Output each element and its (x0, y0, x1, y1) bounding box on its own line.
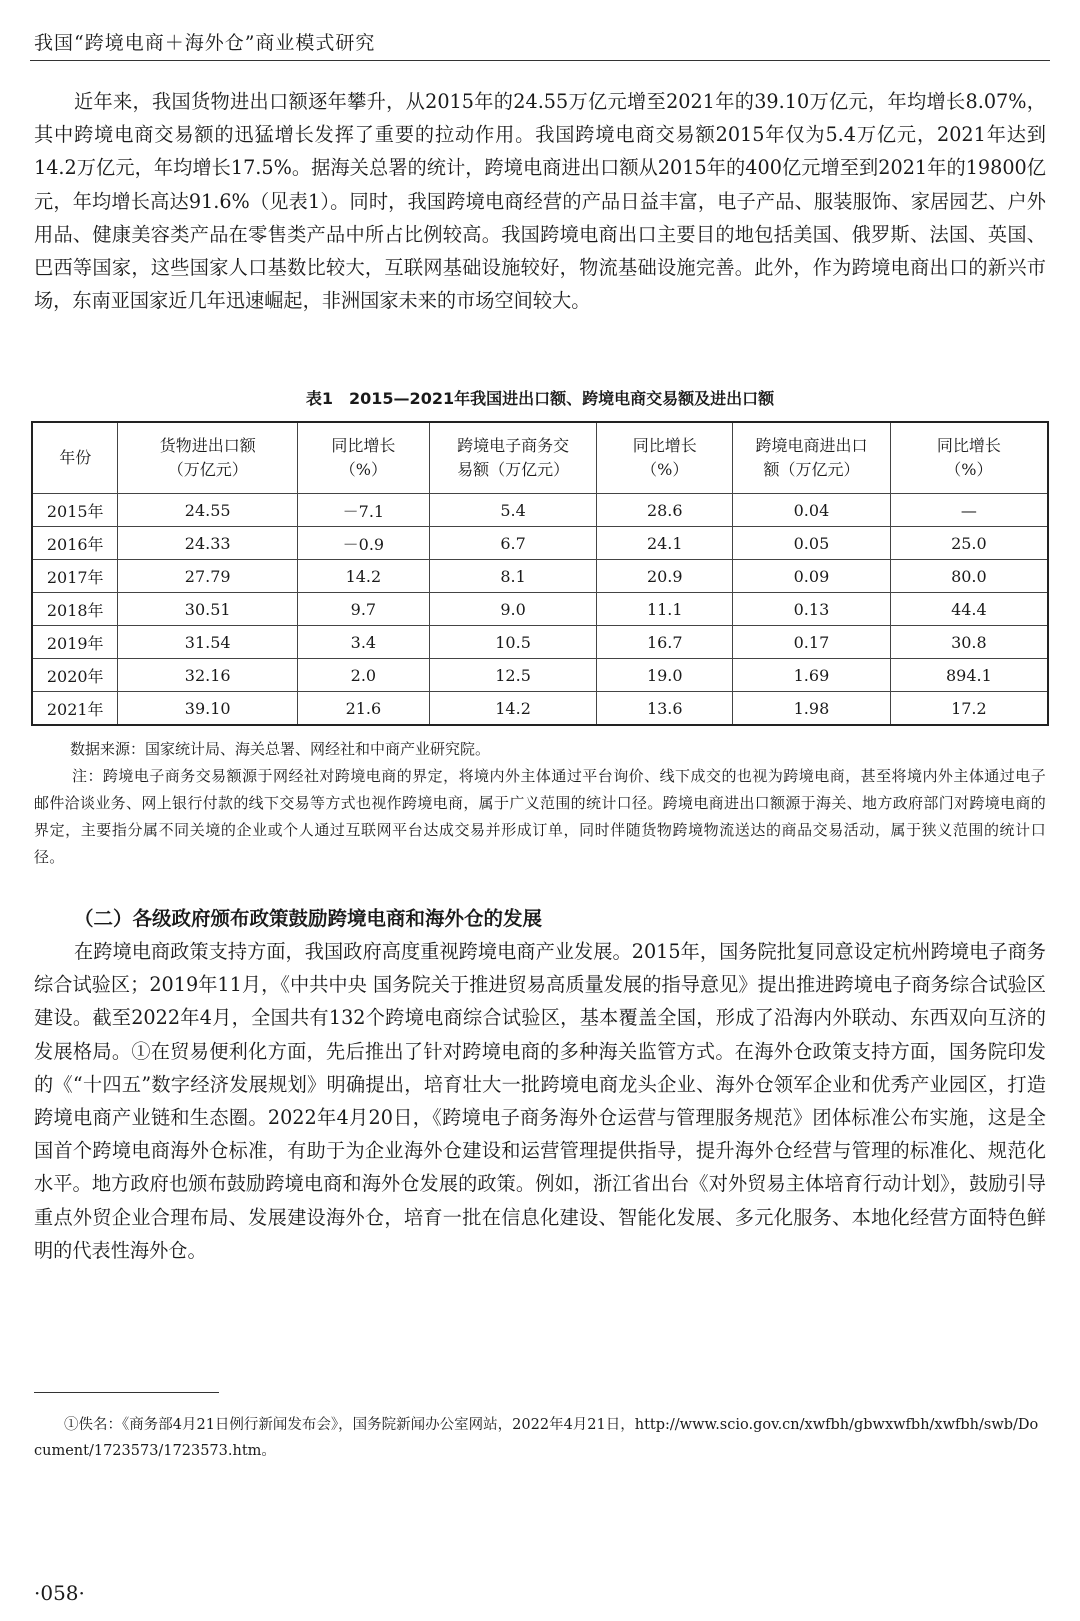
table-cell: 11.1 (597, 593, 733, 626)
table-cell: 32.16 (118, 659, 298, 692)
table-cell: 12.5 (429, 659, 597, 692)
table-cell: 16.7 (597, 626, 733, 659)
table-cell: — (890, 494, 1048, 527)
table-cell: 14.2 (298, 560, 430, 593)
table-source: 数据来源：国家统计局、海关总署、网经社和中商产业研究院。 (70, 740, 491, 758)
table-cell: 19.0 (597, 659, 733, 692)
table-cell: 2.0 (298, 659, 430, 692)
table-header-line: （%） (641, 460, 689, 479)
table-cell: 2018年 (32, 593, 118, 626)
table-cell: 0.09 (733, 560, 891, 593)
table-cell: 5.4 (429, 494, 597, 527)
table-header-cell (429, 422, 597, 494)
table-row (32, 494, 1048, 527)
table-cell: 0.17 (733, 626, 891, 659)
table-cell: 17.2 (890, 692, 1048, 726)
table-header-line: 跨境电子商务交 (457, 436, 570, 455)
table-row (32, 626, 1048, 659)
table-cell: 9.0 (429, 593, 597, 626)
table-header-cell (298, 422, 430, 494)
table-cell: 30.51 (118, 593, 298, 626)
table-body (32, 494, 1048, 726)
table-header-line: 易额（万亿元） (457, 460, 570, 479)
table-cell: 24.55 (118, 494, 298, 527)
table-row (32, 593, 1048, 626)
table-header-cell (597, 422, 733, 494)
body-paragraph-1: 近年来，我国货物进出口额逐年攀升，从2015年的24.55万亿元增至2021年的39.10万亿元，年均增长8.07%，其中跨境电商交易额的迅猛增长发挥了重要的拉动作用。我国跨境电商交易额2015年仅为5.4万亿元，2021年达到14.2万亿元，年均增长17.5%。据海关总署的统计，跨境电商进出口额从2015年的400亿元增至到2021年的19800亿元，年均增长高达91.6%（见表1）。同时，我国跨境电商经营的产品日益丰富，电子产品、服装服饰、家居园艺、户外用品、健康美容类产品在零售类产品中所占比例较高。我国跨境电商出口主要目的地包括美国、俄罗斯、法国、英国、巴西等国家，这些国家人口基数比较大，互联网基础设施较好，物流基础设施完善。此外，作为跨境电商出口的新兴市场，东南亚国家近几年迅速崛起，非洲国家未来的市场空间较大。 (34, 90, 1046, 313)
table-cell: 1.69 (733, 659, 891, 692)
table-header-line: （万亿元） (167, 460, 248, 479)
header-rule (30, 60, 1050, 61)
footnote-rule (34, 1392, 219, 1393)
table-row (32, 527, 1048, 560)
table-header-line: （%） (945, 460, 993, 479)
table-cell: 10.5 (429, 626, 597, 659)
table-cell: 31.54 (118, 626, 298, 659)
table-header-line: （%） (339, 460, 387, 479)
table-cell: 2016年 (32, 527, 118, 560)
table-header-cell (890, 422, 1048, 494)
table-cell: 0.13 (733, 593, 891, 626)
table-header-line: 额（万亿元） (763, 460, 860, 479)
table-cell: 24.1 (597, 527, 733, 560)
table-cell: 39.10 (118, 692, 298, 726)
table-cell: 3.4 (298, 626, 430, 659)
table-cell: 28.6 (597, 494, 733, 527)
table-cell: 1.98 (733, 692, 891, 726)
table-cell: 13.6 (597, 692, 733, 726)
table-header-cell (733, 422, 891, 494)
table-cell: 2021年 (32, 692, 118, 726)
table-row (32, 692, 1048, 726)
table-cell: 2020年 (32, 659, 118, 692)
table-cell: 8.1 (429, 560, 597, 593)
table-cell: 0.04 (733, 494, 891, 527)
table-cell: 80.0 (890, 560, 1048, 593)
table-header-row (32, 422, 1048, 494)
table-header-cell (32, 422, 118, 494)
table-cell: 0.05 (733, 527, 891, 560)
table-cell: 14.2 (429, 692, 597, 726)
table-cell: 9.7 (298, 593, 430, 626)
running-head: 我国“跨境电商＋海外仓”商业模式研究 (34, 32, 376, 54)
section-heading: （二）各级政府颁布政策鼓励跨境电商和海外仓的发展 (74, 907, 543, 930)
table-note: 注：跨境电子商务交易额源于网经社对跨境电商的界定，将境内外主体通过平台询价、线下成交的也视为跨境电商，甚至将境内外主体通过电子邮件洽谈业务、网上银行付款的线下交易等方式也视作跨境电商，属于广义范围的统计口径。跨境电商进出口额源于海关、地方政府部门对跨境电商的界定，主要指分属不同关境的企业或个人通过互联网平台达成交易并形成订单，同时伴随货物跨境物流送达的商品交易活动，属于狭义范围的统计口径。 (34, 767, 1046, 866)
table-header-line: 货物进出口额 (159, 436, 256, 455)
table-cell: 894.1 (890, 659, 1048, 692)
table-row (32, 659, 1048, 692)
table-cell: 6.7 (429, 527, 597, 560)
table-header-line: 同比增长 (331, 436, 396, 455)
table-cell: －7.1 (298, 494, 430, 527)
table-header-line: 同比增长 (632, 436, 697, 455)
table-header-line: 同比增长 (936, 436, 1001, 455)
table-cell: 30.8 (890, 626, 1048, 659)
table-row (32, 560, 1048, 593)
table-caption: 表1 2015—2021年我国进出口额、跨境电商交易额及进出口额 (305, 389, 775, 408)
table-cell: －0.9 (298, 527, 430, 560)
table-cell: 25.0 (890, 527, 1048, 560)
table-header-line: 跨境电商进出口 (755, 436, 868, 455)
table-header-line: 年份 (59, 448, 92, 467)
table-cell: 44.4 (890, 593, 1048, 626)
table-header-cell (118, 422, 298, 494)
table-cell: 2019年 (32, 626, 118, 659)
footnote: ①佚名：《商务部4月21日例行新闻发布会》，国务院新闻办公室网站，2022年4月21日，http://www.scio.gov.cn/xwfbh/gbwxwfbh/xwfbh/swb/Document/1723573/1723573.htm。 (34, 1417, 1039, 1459)
data-table (31, 421, 1049, 726)
table-cell: 27.79 (118, 560, 298, 593)
page-number: ·058· (34, 1581, 85, 1605)
body-paragraph-2: 在跨境电商政策支持方面，我国政府高度重视跨境电商产业发展。2015年，国务院批复同意设定杭州跨境电子商务综合试验区；2019年11月，《中共中央 国务院关于推进贸易高质量发展的指导意见》提出推进跨境电子商务综合试验区建设。截至2022年4月，全国共有132个跨境电商综合试验区，基本覆盖全国，形成了沿海内外联动、东西双向互济的发展格局。①在贸易便利化方面，先后推出了针对跨境电商的多种海关监管方式。在海外仓政策支持方面，国务院印发的《“十四五”数字经济发展规划》明确提出，培育壮大一批跨境电商龙头企业、海外仓领军企业和优秀产业园区，打造跨境电商产业链和生态圈。2022年4月20日，《跨境电子商务海外仓运营与管理服务规范》团体标准公布实施，这是全国首个跨境电商海外仓标准，有助于为企业海外仓建设和运营管理提供指导，提升海外仓经营与管理的标准化、规范化水平。地方政府也颁布鼓励跨境电商和海外仓发展的政策。例如，浙江省出台《对外贸易主体培育行动计划》，鼓励引导重点外贸企业合理布局、发展建设海外仓，培育一批在信息化建设、智能化发展、多元化服务、本地化经营方面特色鲜明的代表性海外仓。 (34, 940, 1046, 1262)
table-cell: 2015年 (32, 494, 118, 527)
table-cell: 2017年 (32, 560, 118, 593)
table-cell: 24.33 (118, 527, 298, 560)
table-cell: 20.9 (597, 560, 733, 593)
table-cell: 21.6 (298, 692, 430, 726)
